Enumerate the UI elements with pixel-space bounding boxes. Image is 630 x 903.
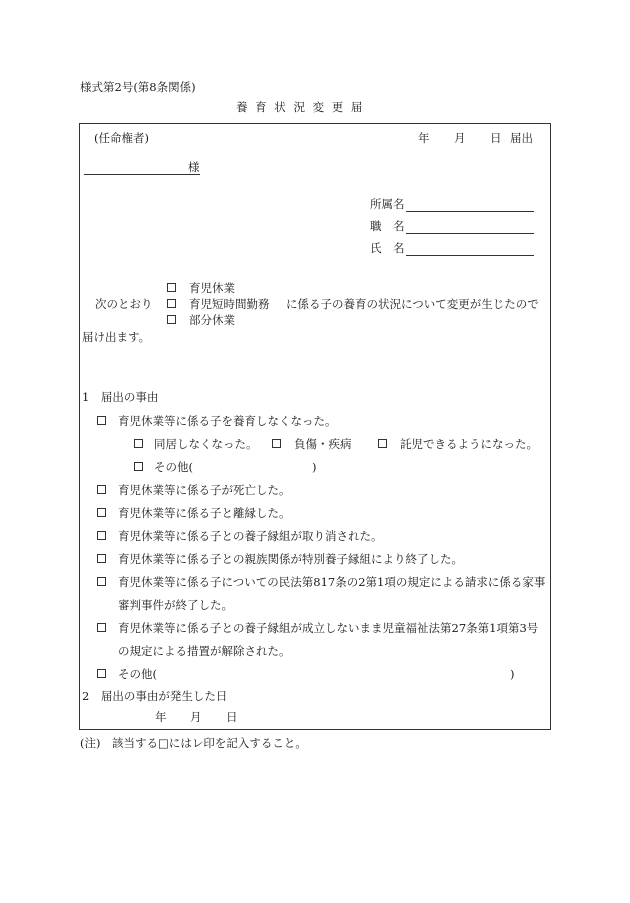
addressee-line[interactable] xyxy=(84,174,200,175)
checkbox-short-hours[interactable] xyxy=(167,299,176,308)
date-day: 日 xyxy=(490,131,502,145)
checkbox-not-living-together[interactable] xyxy=(134,439,143,448)
checkbox-partial-leave[interactable] xyxy=(167,315,176,324)
affiliation-label: 所属名 xyxy=(370,197,405,211)
footnote: (注) 該当する□にはレ印を記入すること。 xyxy=(80,736,307,750)
checkbox-special-adoption[interactable] xyxy=(97,554,106,563)
reason-adoption-cancelled: 育児休業等に係る子との養子縁組が取り消された。 xyxy=(118,529,383,543)
reason-other-close-paren: ) xyxy=(510,667,515,681)
occurrence-month: 月 xyxy=(190,710,202,724)
intro-end: 届け出ます。 xyxy=(82,330,151,344)
sub-reason-injury: 負傷・疾病 xyxy=(294,437,352,451)
sub-reason-not-living: 同居しなくなった。 xyxy=(154,437,258,451)
checkbox-family-court[interactable] xyxy=(97,577,106,586)
reason-family-court-line1: 育児休業等に係る子についての民法第817条の2第1項の規定による請求に係る家事 xyxy=(118,575,546,589)
checkbox-other[interactable] xyxy=(97,669,106,678)
checkbox-child-died[interactable] xyxy=(97,485,106,494)
form-number: 様式第2号(第8条関係) xyxy=(80,80,196,94)
section2-heading: 2 届出の事由が発生した日 xyxy=(82,689,228,703)
sub-other-close-paren: ) xyxy=(312,460,317,474)
page-title: 養 育 状 況 変 更 届 xyxy=(236,100,365,114)
leave-type-short-hours: 育児短時間勤務 xyxy=(189,297,270,311)
reason-welfare-line1: 育児休業等に係る子との養子縁組が成立しないまま児童福祉法第27条第1項第3号 xyxy=(118,621,539,635)
occurrence-day: 日 xyxy=(226,710,238,724)
checkbox-childcare-leave[interactable] xyxy=(167,283,176,292)
affiliation-field[interactable] xyxy=(406,211,534,212)
reason-dissolved-adoption: 育児休業等に係る子と離縁した。 xyxy=(118,506,291,520)
position-field[interactable] xyxy=(406,233,534,234)
reason-family-court-line2: 審判事件が終了した。 xyxy=(118,598,233,612)
position-label: 職 名 xyxy=(370,219,405,233)
sama-label: 様 xyxy=(188,160,200,174)
intro-after: に係る子の養育の状況について変更が生じたので xyxy=(286,297,539,311)
checkbox-dissolved-adoption[interactable] xyxy=(97,508,106,517)
checkbox-injury-illness[interactable] xyxy=(272,439,281,448)
reason-welfare-line2: の規定による措置が解除された。 xyxy=(118,644,291,658)
sub-other-field[interactable] xyxy=(200,460,300,474)
checkbox-childcare-available[interactable] xyxy=(378,439,387,448)
leave-type-partial: 部分休業 xyxy=(189,313,235,327)
reason-other-field[interactable] xyxy=(166,667,496,681)
intro-before: 次のとおり xyxy=(95,297,153,311)
reason-child-died: 育児休業等に係る子が死亡した。 xyxy=(118,483,291,497)
checkbox-welfare-measure[interactable] xyxy=(97,623,106,632)
leave-type-childcare: 育児休業 xyxy=(189,281,235,295)
checkbox-adoption-cancelled[interactable] xyxy=(97,531,106,540)
reason-no-longer-raising: 育児休業等に係る子を養育しなくなった。 xyxy=(118,414,337,428)
sub-reason-childcare-available: 託児できるようになった。 xyxy=(400,437,538,451)
sub-reason-other: その他( xyxy=(154,460,193,474)
name-field[interactable] xyxy=(406,255,534,256)
reason-special-adoption: 育児休業等に係る子との親族関係が特別養子縁組により終了した。 xyxy=(118,552,463,566)
checkbox-no-longer-raising[interactable] xyxy=(97,416,106,425)
date-submit-label: 届出 xyxy=(510,131,533,145)
section1-heading: 1 届出の事由 xyxy=(82,390,159,404)
date-year: 年 xyxy=(418,131,430,145)
name-label: 氏 名 xyxy=(370,241,405,255)
checkbox-sub-other[interactable] xyxy=(134,462,143,471)
date-month: 月 xyxy=(454,131,466,145)
occurrence-year: 年 xyxy=(155,710,167,724)
reason-other: その他( xyxy=(118,667,157,681)
appointer-label: (任命権者) xyxy=(94,131,149,145)
